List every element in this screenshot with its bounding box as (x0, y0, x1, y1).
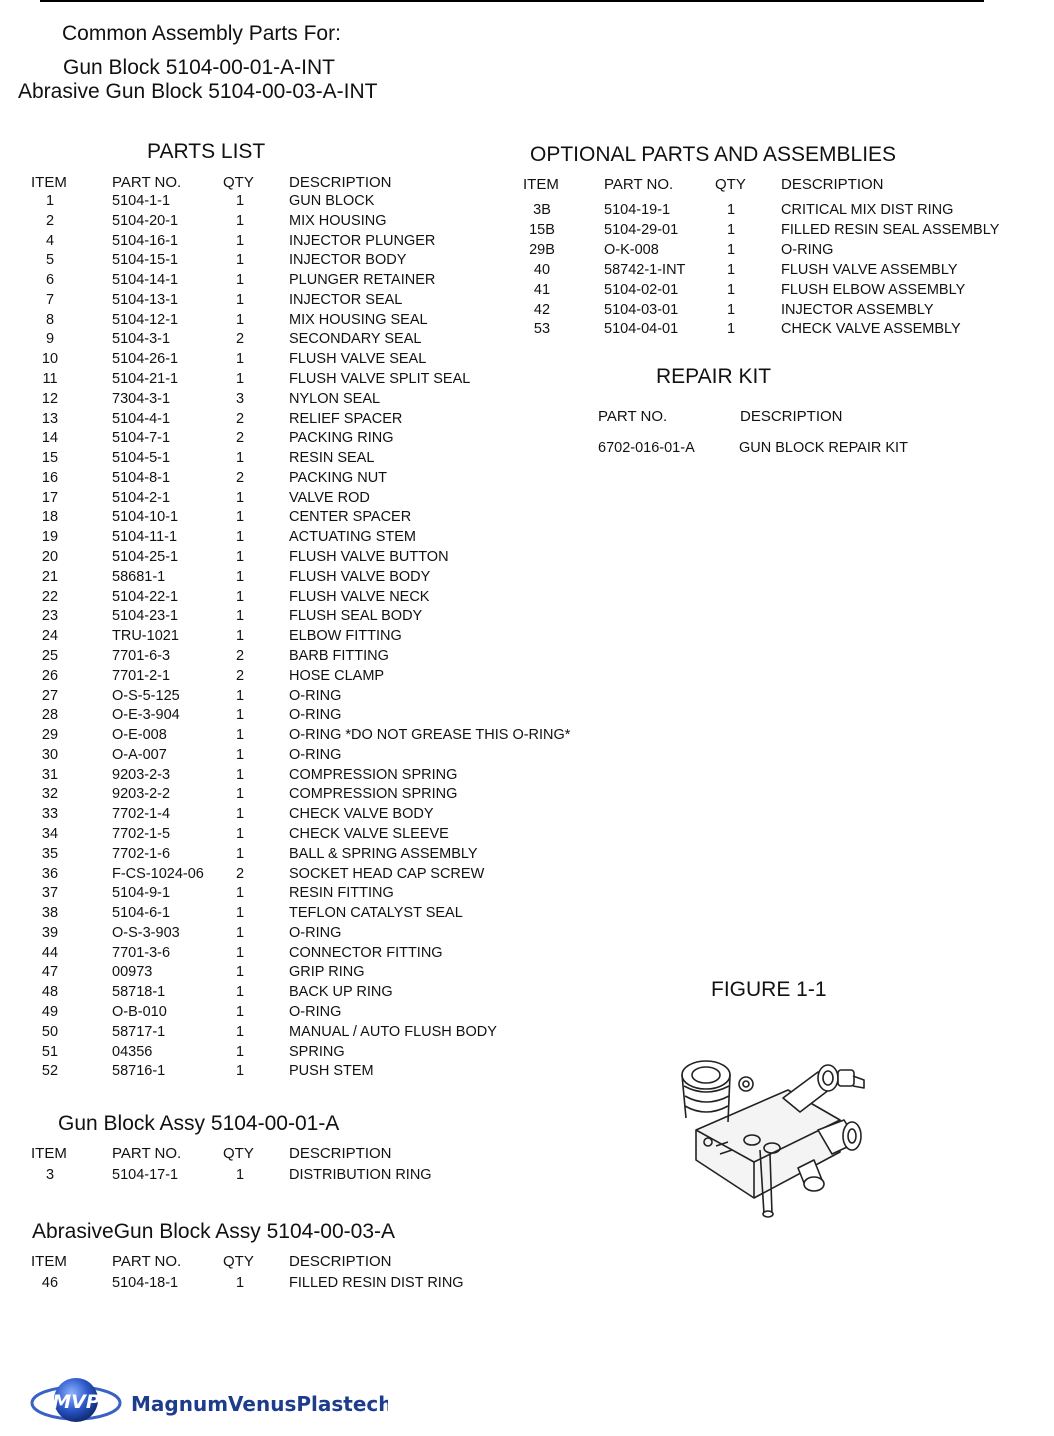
table-cell: 5104-15-1 (112, 252, 179, 269)
table-cell: TRU-1021 (112, 628, 179, 645)
table-cell: 10 (41, 351, 59, 368)
repair-kit-title: REPAIR KIT (656, 365, 772, 388)
table-cell: MANUAL / AUTO FLUSH BODY (289, 1023, 497, 1040)
parts-list-title: PARTS LIST (147, 140, 266, 163)
table-cell: CONNECTOR FITTING (289, 944, 443, 961)
table-cell: SECONDARY SEAL (289, 331, 422, 348)
table-cell: O-S-5-125 (112, 687, 180, 704)
table-cell: 1 (235, 746, 245, 763)
table-cell: 1 (235, 232, 245, 249)
table-cell: 1 (235, 371, 245, 388)
column-header: ITEM (31, 174, 67, 191)
table-cell: BARB FITTING (289, 647, 389, 664)
table-cell: 58681-1 (112, 568, 166, 585)
column-header: PART NO. (112, 1253, 182, 1270)
table-cell: 5104-8-1 (112, 469, 171, 486)
table-cell: 51 (41, 1043, 59, 1060)
table-cell: 5104-18-1 (112, 1275, 179, 1291)
table-cell: 1 (235, 212, 245, 229)
gun-block-assy-title: Gun Block Assy 5104-00-01-A (58, 1112, 340, 1135)
table-cell: VALVE ROD (289, 489, 370, 506)
table-cell: 1 (235, 687, 245, 704)
table-cell: FILLED RESIN DIST RING (289, 1275, 464, 1291)
table-cell: RESIN FITTING (289, 885, 394, 902)
table-cell: PACKING RING (289, 430, 394, 447)
table-cell: 11 (42, 371, 58, 388)
table-cell: 1 (235, 924, 245, 941)
table-cell: 3 (45, 1167, 55, 1183)
table-cell: 53 (533, 321, 551, 338)
table-cell: 34 (41, 825, 59, 842)
table-cell: O-RING (289, 746, 342, 763)
table-cell: 4 (45, 232, 55, 249)
table-cell: FLUSH VALVE NECK (289, 588, 430, 605)
table-cell: O-RING (289, 707, 342, 724)
table-cell: DISTRIBUTION RING (289, 1167, 432, 1183)
table-cell: FILLED RESIN SEAL ASSEMBLY (781, 221, 1000, 238)
column-header: DESCRIPTION (289, 174, 392, 191)
table-cell: 36 (41, 865, 59, 882)
column-header: ITEM (31, 1253, 67, 1270)
table-cell: 12 (41, 390, 59, 407)
table-cell: 1 (235, 193, 245, 209)
table-cell: O-S-3-903 (112, 924, 180, 941)
table-cell: 25 (41, 647, 59, 664)
table-cell: 7702-1-6 (112, 845, 171, 862)
table-cell: 1 (235, 944, 245, 961)
table-cell: 5104-25-1 (112, 549, 179, 566)
table-cell: 5104-17-1 (112, 1167, 179, 1183)
table-cell: 42 (533, 301, 551, 318)
column-header: DESCRIPTION (289, 1253, 392, 1270)
table-cell: 1 (235, 509, 245, 526)
table-cell: 6702-016-01-A (598, 440, 695, 456)
table-cell: 7 (45, 291, 55, 308)
table-cell: 1 (235, 984, 245, 1001)
table-cell: 5104-20-1 (112, 212, 179, 229)
table-cell: 58742-1-INT (604, 261, 686, 278)
table-cell: 58718-1 (112, 984, 166, 1001)
table-cell: 5104-7-1 (112, 430, 171, 447)
table-cell: 46 (41, 1275, 59, 1291)
table-cell: 29 (41, 727, 59, 744)
table-cell: 1 (726, 221, 736, 238)
table-cell: 5104-21-1 (112, 371, 179, 388)
table-cell: PLUNGER RETAINER (289, 272, 436, 289)
table-cell: O-K-008 (604, 241, 659, 258)
table-cell: 33 (41, 806, 59, 823)
table-cell: 1 (235, 707, 245, 724)
table-cell: INJECTOR BODY (289, 252, 407, 269)
table-cell: COMPRESSION SPRING (289, 766, 458, 783)
table-cell: 1 (235, 568, 245, 585)
table-cell: 1 (235, 351, 245, 368)
table-cell: 1 (235, 1043, 245, 1060)
table-cell: 1 (235, 1023, 245, 1040)
table-cell: 17 (41, 489, 59, 506)
table-cell: 3 (235, 390, 245, 407)
column-header: DESCRIPTION (289, 1145, 392, 1162)
table-cell: 37 (41, 885, 59, 902)
table-cell: 48 (41, 984, 59, 1001)
table-cell: FLUSH ELBOW ASSEMBLY (781, 281, 966, 298)
column-header: PART NO. (112, 1145, 182, 1162)
table-cell: 27 (41, 687, 59, 704)
table-cell: 52 (41, 1063, 59, 1080)
table-cell: 19 (41, 529, 59, 546)
table-cell: O-E-008 (112, 727, 167, 744)
table-cell: 9203-2-3 (112, 766, 171, 783)
table-cell: 5 (45, 252, 55, 269)
table-cell: INJECTOR SEAL (289, 291, 403, 308)
table-cell: 29B (529, 241, 555, 258)
table-cell: 2 (235, 430, 245, 447)
table-cell: FLUSH VALVE BODY (289, 568, 431, 585)
table-cell: HOSE CLAMP (289, 667, 385, 684)
table-cell: GUN BLOCK REPAIR KIT (739, 440, 908, 456)
table-cell: 5104-3-1 (112, 331, 171, 348)
table-cell: 21 (41, 568, 59, 585)
table-cell: 7702-1-4 (112, 806, 171, 823)
table-cell: GUN BLOCK (289, 193, 375, 209)
common-assembly-heading: Common Assembly Parts For: (62, 22, 341, 45)
table-cell: 30 (41, 746, 59, 763)
table-cell: 13 (41, 410, 59, 427)
table-cell: 04356 (112, 1043, 153, 1060)
table-cell: ELBOW FITTING (289, 628, 402, 645)
column-header: PART NO. (604, 176, 674, 193)
table-cell: BACK UP RING (289, 984, 393, 1001)
table-cell: 22 (41, 588, 59, 605)
table-cell: CHECK VALVE BODY (289, 806, 434, 823)
table-cell: F-CS-1024-06 (112, 865, 204, 882)
table-cell: 50 (41, 1023, 59, 1040)
table-cell: 9 (45, 331, 55, 348)
table-cell: 8 (45, 311, 55, 328)
table-cell: 1 (235, 845, 245, 862)
table-cell: O-RING (781, 241, 834, 258)
column-header: PART NO. (598, 408, 668, 425)
table-cell: 7304-3-1 (112, 390, 171, 407)
table-cell: 6 (45, 272, 55, 289)
table-cell: FLUSH VALVE BUTTON (289, 549, 449, 566)
table-cell: 5104-1-1 (112, 193, 171, 209)
table-cell: 1 (235, 1003, 245, 1020)
table-cell: 1 (235, 608, 245, 625)
table-cell: 28 (41, 707, 59, 724)
table-cell: ACTUATING STEM (289, 529, 417, 546)
table-cell: 5104-23-1 (112, 608, 179, 625)
gun-block-heading: Gun Block 5104-00-01-A-INT (63, 56, 335, 79)
table-cell: 1 (235, 786, 245, 803)
abrasive-gun-block-heading: Abrasive Gun Block 5104-00-03-A-INT (18, 80, 378, 103)
table-cell: 5104-13-1 (112, 291, 179, 308)
table-cell: 5104-16-1 (112, 232, 179, 249)
table-cell: CENTER SPACER (289, 509, 412, 526)
table-cell: 5104-9-1 (112, 885, 171, 902)
table-cell: 1 (235, 825, 245, 842)
table-cell: 1 (235, 964, 245, 981)
table-cell: 32 (41, 786, 59, 803)
table-cell: 5104-11-1 (112, 529, 178, 546)
table-cell: 58716-1 (112, 1063, 166, 1080)
top-rule (40, 0, 984, 2)
table-cell: RESIN SEAL (289, 450, 375, 467)
table-cell: 5104-12-1 (112, 311, 179, 328)
table-cell: 1 (235, 766, 245, 783)
table-cell: 5104-03-01 (604, 301, 679, 318)
table-cell: FLUSH SEAL BODY (289, 608, 423, 625)
table-cell: 58717-1 (112, 1023, 166, 1040)
table-cell: O-RING (289, 687, 342, 704)
table-cell: CHECK VALVE SLEEVE (289, 825, 449, 842)
table-cell: CHECK VALVE ASSEMBLY (781, 321, 961, 338)
table-cell: 1 (235, 549, 245, 566)
column-header: QTY (223, 1253, 254, 1270)
table-cell: 2 (235, 865, 245, 882)
table-cell: 5104-5-1 (112, 450, 171, 467)
table-cell: 1 (235, 252, 245, 269)
column-header: PART NO. (112, 174, 182, 191)
table-cell: 1 (235, 311, 245, 328)
abrasive-assy-title: AbrasiveGun Block Assy 5104-00-03-A (32, 1220, 396, 1243)
figure-caption: FIGURE 1-1 (711, 978, 827, 1001)
table-cell: MIX HOUSING (289, 212, 387, 229)
table-cell: 1 (235, 1063, 245, 1080)
table-cell: 5104-02-01 (604, 281, 679, 298)
table-cell: 20 (41, 549, 59, 566)
table-cell: 5104-04-01 (604, 321, 679, 338)
table-cell: 23 (41, 608, 59, 625)
table-cell: 49 (41, 1003, 59, 1020)
table-cell: 1 (235, 291, 245, 308)
table-cell: TEFLON CATALYST SEAL (289, 905, 463, 922)
table-cell: FLUSH VALVE SEAL (289, 351, 427, 368)
table-cell: COMPRESSION SPRING (289, 786, 458, 803)
table-cell: 15B (529, 221, 555, 238)
column-header: QTY (223, 174, 254, 191)
table-cell: 2 (235, 410, 245, 427)
table-cell: 35 (41, 845, 59, 862)
table-cell: 1 (45, 193, 55, 209)
table-cell: 1 (726, 261, 736, 278)
table-cell: 1 (235, 905, 245, 922)
table-cell: PACKING NUT (289, 469, 388, 486)
table-cell: 47 (41, 964, 59, 981)
table-cell: 2 (235, 647, 245, 664)
table-cell: 1 (726, 321, 736, 338)
table-cell: PUSH STEM (289, 1063, 374, 1080)
table-cell: 39 (41, 924, 59, 941)
company-logo (28, 1377, 388, 1427)
table-cell: MIX HOUSING SEAL (289, 311, 428, 328)
table-cell: CRITICAL MIX DIST RING (781, 202, 954, 218)
table-cell: 1 (235, 588, 245, 605)
table-cell: 1 (235, 1167, 245, 1183)
table-cell: 1 (235, 489, 245, 506)
table-cell: 5104-2-1 (112, 489, 171, 506)
table-cell: INJECTOR ASSEMBLY (781, 301, 934, 318)
table-cell: O-RING *DO NOT GREASE THIS O-RING* (289, 727, 571, 744)
table-cell: 1 (726, 241, 736, 258)
logo-badge-text: MVP (52, 1391, 100, 1413)
column-header: ITEM (523, 176, 559, 193)
table-cell: 5104-29-01 (604, 221, 679, 238)
table-cell: BALL & SPRING ASSEMBLY (289, 845, 478, 862)
table-cell: 9203-2-2 (112, 786, 171, 803)
column-header: DESCRIPTION (781, 176, 884, 193)
table-cell: FLUSH VALVE SPLIT SEAL (289, 371, 471, 388)
table-cell: 1 (235, 529, 245, 546)
table-cell: 7702-1-5 (112, 825, 171, 842)
table-cell: 14 (41, 430, 59, 447)
table-cell: O-RING (289, 1003, 342, 1020)
table-cell: O-B-010 (112, 1003, 167, 1020)
table-cell: NYLON SEAL (289, 390, 381, 407)
table-cell: 1 (235, 628, 245, 645)
table-cell: 1 (235, 885, 245, 902)
gun-block-illustration (668, 1050, 878, 1220)
table-cell: 15 (41, 450, 59, 467)
column-header: DESCRIPTION (740, 408, 843, 425)
table-cell: 5104-4-1 (112, 410, 171, 427)
table-cell: RELIEF SPACER (289, 410, 403, 427)
table-cell: 2 (235, 469, 245, 486)
table-cell: 40 (533, 261, 551, 278)
table-cell: SPRING (289, 1043, 345, 1060)
table-cell: SOCKET HEAD CAP SCREW (289, 865, 485, 882)
table-cell: 00973 (112, 964, 153, 981)
table-cell: 2 (235, 331, 245, 348)
table-cell: 2 (45, 212, 55, 229)
table-cell: 41 (533, 281, 551, 298)
table-cell: 7701-3-6 (112, 944, 171, 961)
table-cell: 31 (41, 766, 59, 783)
table-cell: 1 (235, 450, 245, 467)
table-cell: 7701-2-1 (112, 667, 171, 684)
table-cell: 26 (41, 667, 59, 684)
table-cell: INJECTOR PLUNGER (289, 232, 436, 249)
table-cell: GRIP RING (289, 964, 365, 981)
table-cell: 44 (41, 944, 59, 961)
table-cell: 1 (235, 272, 245, 289)
table-cell: O-RING (289, 924, 342, 941)
table-cell: 1 (235, 1275, 245, 1291)
table-cell: 38 (41, 905, 59, 922)
table-cell: 5104-14-1 (112, 272, 179, 289)
table-cell: 5104-19-1 (604, 202, 671, 218)
table-cell: 2 (235, 667, 245, 684)
table-cell: 3B (533, 202, 551, 218)
table-cell: 1 (726, 281, 736, 298)
table-cell: 5104-26-1 (112, 351, 179, 368)
table-cell: 1 (726, 301, 736, 318)
optional-parts-title: OPTIONAL PARTS AND ASSEMBLIES (530, 143, 897, 166)
column-header: QTY (223, 1145, 254, 1162)
table-cell: 5104-6-1 (112, 905, 171, 922)
table-cell: 5104-10-1 (112, 509, 179, 526)
table-cell: 1 (235, 727, 245, 744)
table-cell: 7701-6-3 (112, 647, 171, 664)
table-cell: O-E-3-904 (112, 707, 180, 724)
table-cell: FLUSH VALVE ASSEMBLY (781, 261, 958, 278)
table-cell: 1 (726, 202, 736, 218)
table-cell: 5104-22-1 (112, 588, 179, 605)
table-cell: O-A-007 (112, 746, 167, 763)
table-cell: 1 (235, 806, 245, 823)
column-header: ITEM (31, 1145, 67, 1162)
table-cell: 16 (41, 469, 59, 486)
table-cell: 24 (41, 628, 59, 645)
column-header: QTY (715, 176, 746, 193)
table-cell: 18 (41, 509, 59, 526)
logo-company-name: MagnumVenusPlastech (131, 1392, 388, 1416)
